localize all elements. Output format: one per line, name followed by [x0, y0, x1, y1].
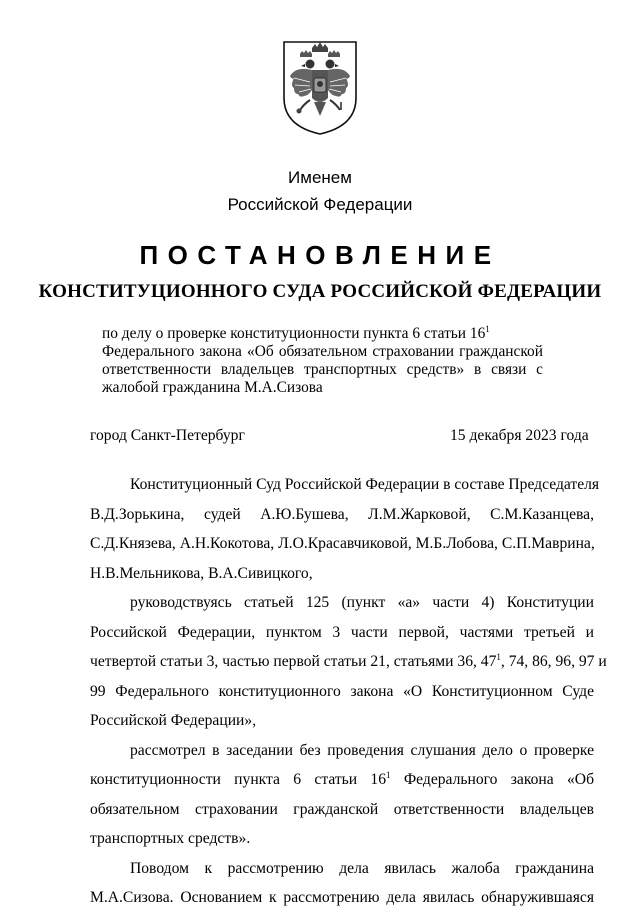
body-line: С.Д.Князева, А.Н.Кокотова, Л.О.Красавчиковой, М.Б.Лобова, С.П.Маврина, — [90, 535, 595, 552]
coat-of-arms-emblem — [282, 40, 358, 136]
body-line: Российской Федерации, пунктом 3 части первой, частями третьей и — [90, 623, 594, 641]
subject-line-text: по делу о проверке конституционности пункта 6 статьи $16^1$ — [102, 324, 490, 342]
body-line: Конституционный Суд Российской Федерации в составе Председателя — [130, 476, 600, 493]
subject-line: ответственности владельцев транспортных средств» в связи с — [102, 361, 543, 378]
body-line: Российской Федерации», — [90, 712, 257, 729]
body-line: Поводом к рассмотрению дела явилась жалоба гражданина — [130, 859, 594, 877]
subject-line — [102, 325, 543, 343]
date-of-issue: 15 декабря 2023 года — [450, 427, 589, 444]
subject-block — [102, 325, 543, 397]
body-line: транспортных средств». — [90, 830, 251, 847]
header-line-in-the-name: Именем — [288, 168, 352, 187]
body-line: рассмотрел в заседании без проведения слушания дело о проверке — [130, 741, 594, 759]
superscript: 1 — [386, 770, 391, 780]
body-line: руководствуясь статьей 125 (пункт «а» части 4) Конституции — [130, 594, 594, 611]
body-line: Н.В.Мельникова, В.А.Сивицкого, — [90, 564, 313, 582]
header-line-russian-federation: Российской Федерации — [227, 195, 413, 214]
body-line: 99 Федерального конституционного закона «О Конституционном Суде — [90, 682, 594, 700]
body-line: М.А.Сизова. Основанием к рассмотрению дела явилась обнаружившаяся — [90, 889, 594, 906]
document-title: ПОСТАНОВЛЕНИЕ — [139, 240, 501, 270]
superscript: 1 — [485, 324, 490, 334]
body-line: четвертой статьи 3, частью первой статьи 21, статьями 36, $47^1$, 74, 86, 96, 97 и — [90, 652, 607, 670]
subject-line: Федерального закона «Об обязательном страховании гражданской — [102, 343, 543, 360]
body-line: обязательном страховании гражданской ответственности владельцев — [90, 800, 594, 818]
superscript: 1 — [496, 652, 501, 662]
place-of-issue: город Санкт-Петербург — [90, 427, 245, 444]
subject-line: жалобой гражданина М.А.Сизова — [102, 379, 323, 396]
document-body — [90, 470, 607, 913]
body-line: конституционности пункта 6 статьи $16^1$ Федерального закона «Об — [90, 770, 594, 788]
body-line: В.Д.Зорькина, судей А.Ю.Бушева, Л.М.Жарковой, С.М.Казанцева, — [90, 505, 594, 523]
document-subtitle: КОНСТИТУЦИОННОГО СУДА РОССИЙСКОЙ ФЕДЕРАЦИИ — [38, 281, 602, 302]
